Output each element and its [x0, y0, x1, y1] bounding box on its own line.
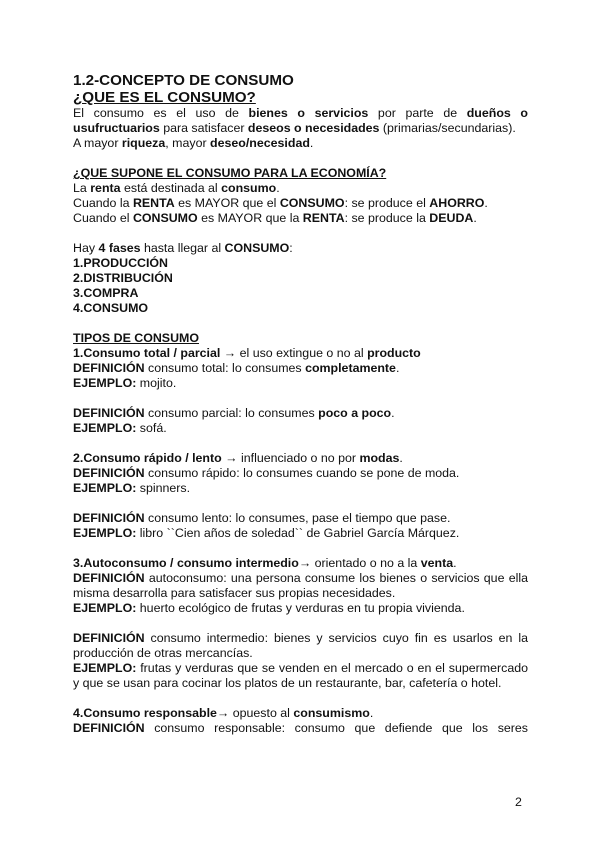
paragraph-definition: El consumo es el uso de bienes o servicios por parte de dueños o usufructuarios para satisfacer deseos o necesidades (primarias/secundarias).	[73, 106, 528, 135]
type-2-example-slow: EJEMPLO: libro ``Cien años de soledad`` de Gabriel García Márquez.	[73, 526, 460, 540]
type-1-example-partial: EJEMPLO: sofá.	[73, 421, 167, 435]
type-1-definition-total: DEFINICIÓN consumo total: lo consumes completamente.	[73, 361, 400, 375]
type-1-example-total: EJEMPLO: mojito.	[73, 376, 177, 390]
type-1-title: 1.Consumo total / parcial → el uso extingue o no al producto	[73, 346, 421, 360]
type-3-example-self: EJEMPLO: huerto ecológico de frutas y verduras en tu propia vivienda.	[73, 601, 465, 615]
phase-item: 2.DISTRIBUCIÓN	[73, 271, 173, 285]
type-4-title: 4.Consumo responsable→ opuesto al consumismo.	[73, 706, 374, 720]
type-4-definition: DEFINICIÓN consumo responsable: consumo que defiende que los seres	[73, 721, 528, 735]
type-1-definition-partial: DEFINICIÓN consumo parcial: lo consumes poco a poco.	[73, 406, 395, 420]
type-2-example-fast: EJEMPLO: spinners.	[73, 481, 191, 495]
line-income: La renta está destinada al consumo.	[73, 181, 280, 195]
phases-intro: Hay 4 fases hasta llegar al CONSUMO:	[73, 241, 293, 255]
type-3-title: 3.Autoconsumo / consumo intermedio→ orientado o no a la venta.	[73, 556, 457, 570]
page-content	[73, 72, 528, 736]
type-3-definition-intermediate: DEFINICIÓN consumo intermedio: bienes y servicios cuyo fin es usarlos en la producción de otras mercancías.	[73, 631, 528, 660]
line-savings: Cuando la RENTA es MAYOR que el CONSUMO: se produce el AHORRO.	[73, 196, 488, 210]
phase-item: 3.COMPRA	[73, 286, 139, 300]
line-debt: Cuando el CONSUMO es MAYOR que la RENTA: se produce la DEUDA.	[73, 211, 477, 225]
page-number: 2	[515, 795, 522, 809]
heading-what-is-consumption: ¿QUE ES EL CONSUMO?	[73, 89, 256, 106]
phase-item: 4.CONSUMO	[73, 301, 149, 315]
type-2-definition-slow: DEFINICIÓN consumo lento: lo consumes, pase el tiempo que pase.	[73, 511, 451, 525]
type-3-definition-self: DEFINICIÓN autoconsumo: una persona consume los bienes o servicios que ella misma desarrolla para satisfacer sus propias necesidades.	[73, 571, 528, 600]
type-2-title: 2.Consumo rápido / lento → influenciado o no por modas.	[73, 451, 403, 465]
heading-economy: ¿QUE SUPONE EL CONSUMO PARA LA ECONOMÍA?	[73, 166, 387, 180]
type-2-definition-fast: DEFINICIÓN consumo rápido: lo consumes cuando se pone de moda.	[73, 466, 460, 480]
phase-item: 1.PRODUCCIÓN	[73, 256, 169, 270]
document-title: 1.2-CONCEPTO DE CONSUMO	[73, 72, 294, 89]
type-3-example-intermediate: EJEMPLO: frutas y verduras que se venden en el mercado o en el supermercado y que se usan para cocinar los platos de un restaurante, bar, cafetería o hotel.	[73, 661, 528, 690]
paragraph-wealth: A mayor riqueza, mayor deseo/necesidad.	[73, 136, 314, 150]
heading-types: TIPOS DE CONSUMO	[73, 331, 199, 345]
